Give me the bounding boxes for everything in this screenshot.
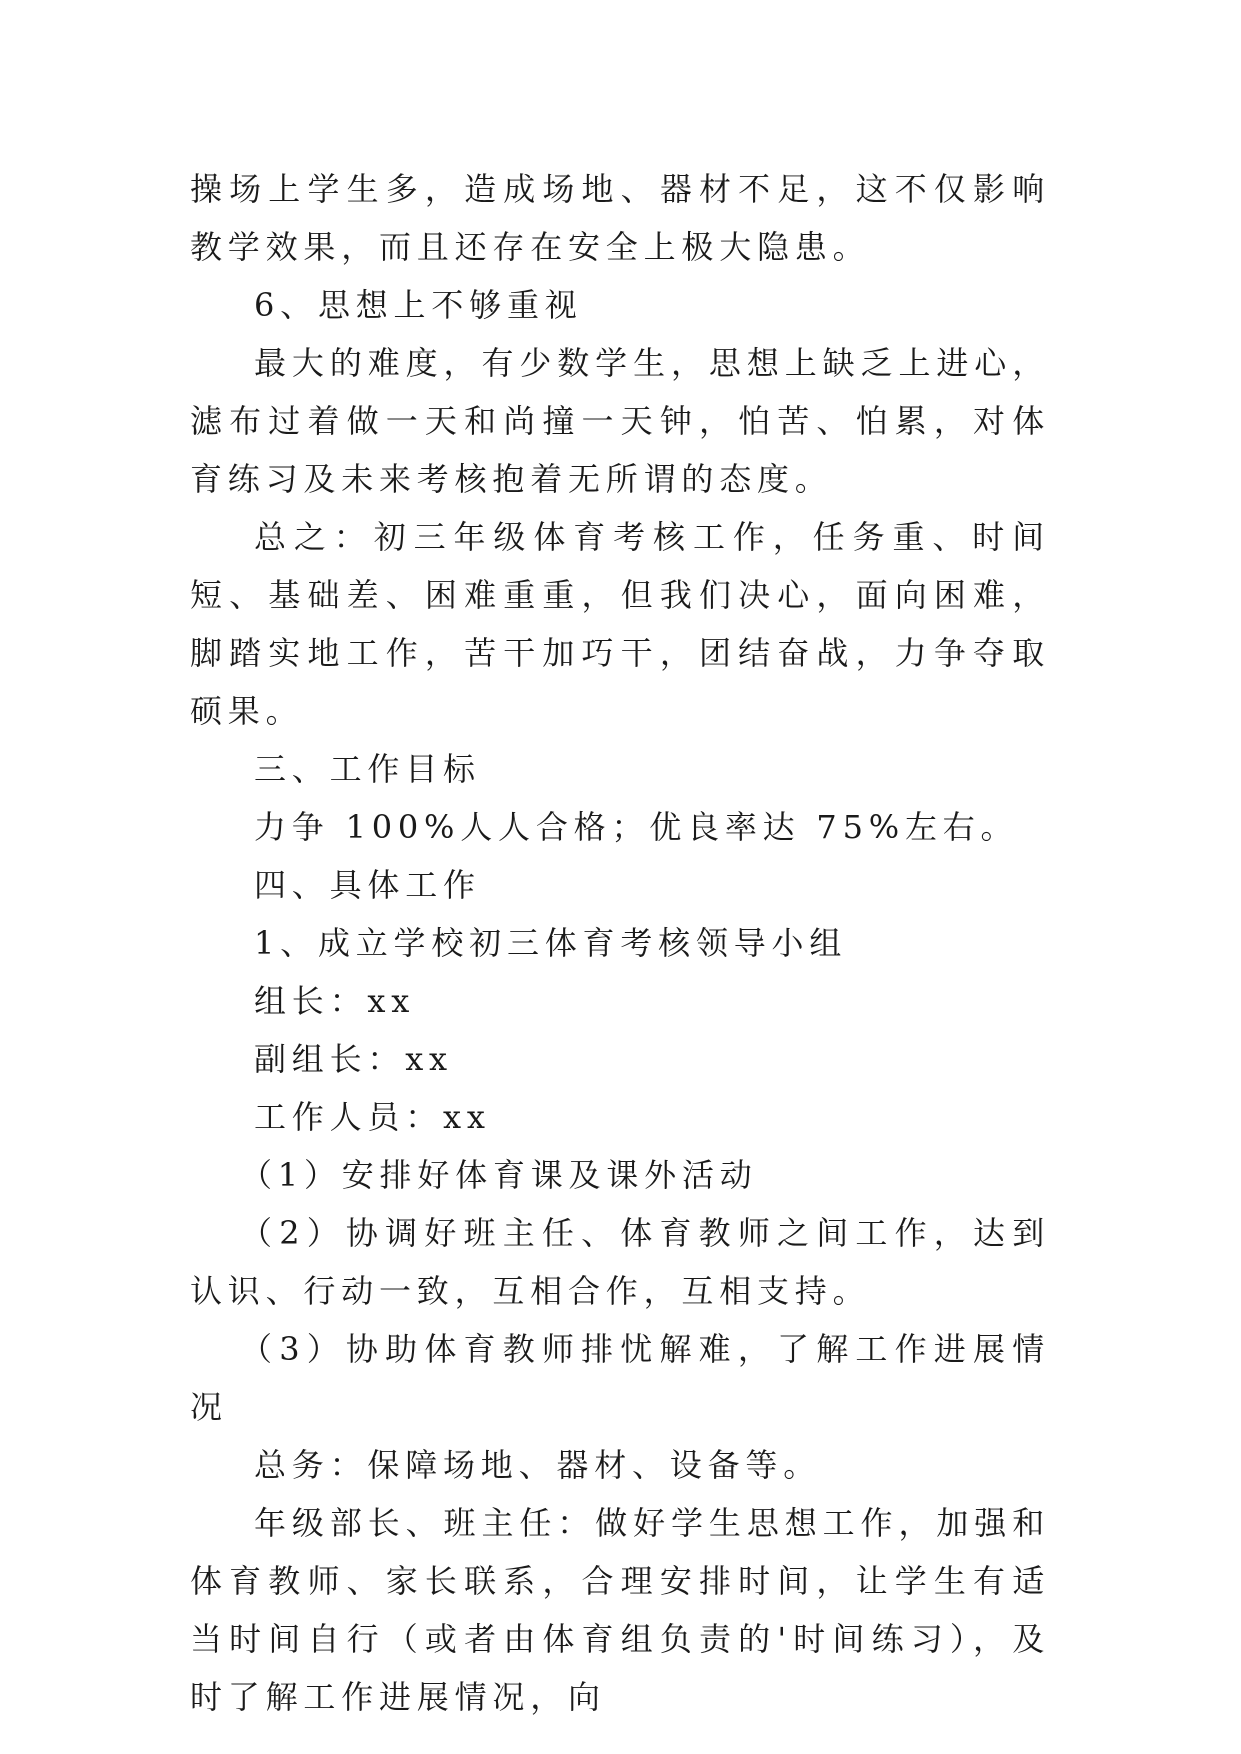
paragraph-difficulty: 最大的难度，有少数学生，思想上缺乏上进心，滤布过着做一天和尚撞一天钟，怕苦、怕累，对体育练习及未来考核抱着无所谓的态度。 [190,344,1050,498]
paragraph-goals: 力争 100%人人合格；优良率达 75%左右。 [254,808,1019,846]
paragraph-summary: 总之：初三年级体育考核工作，任务重、时间短、基础差、困难重重，但我们决心，面向困难，脚踏实地工作，苦干加巧干，团结奋战，力争夺取硕果。 [190,518,1050,730]
staff-line: 工作人员：xx [254,1098,491,1136]
deputy-leader-line: 副组长：xx [254,1040,453,1078]
heading-item-6: 6、思想上不够重视 [254,286,583,324]
paragraph-general-affairs: 总务：保障场地、器材、设备等。 [254,1446,822,1484]
heading-item-1: 1、成立学校初三体育考核领导小组 [254,924,848,962]
paragraph-grade-head: 年级部长、班主任：做好学生思想工作，加强和体育教师、家长联系，合理安排时间，让学生有适当时间自行（或者由体育组负责的'时间练习），及时了解工作进展情况，向 [190,1504,1050,1716]
leader-line: 组长：xx [254,982,416,1020]
section-heading-goals: 三、工作目标 [254,750,481,788]
section-heading-work: 四、具体工作 [254,866,481,904]
paragraph-continuation: 操场上学生多，造成场地、器材不足，这不仅影响教学效果，而且还存在安全上极大隐患。 [190,170,1050,266]
document-body [190,160,1050,1726]
list-item-3: （3）协助体育教师排忧解难，了解工作进展情况 [190,1330,1050,1426]
list-item-1: （1）安排好体育课及课外活动 [240,1156,758,1194]
list-item-2: （2）协调好班主任、体育教师之间工作，达到认识、行动一致，互相合作，互相支持。 [190,1214,1050,1310]
